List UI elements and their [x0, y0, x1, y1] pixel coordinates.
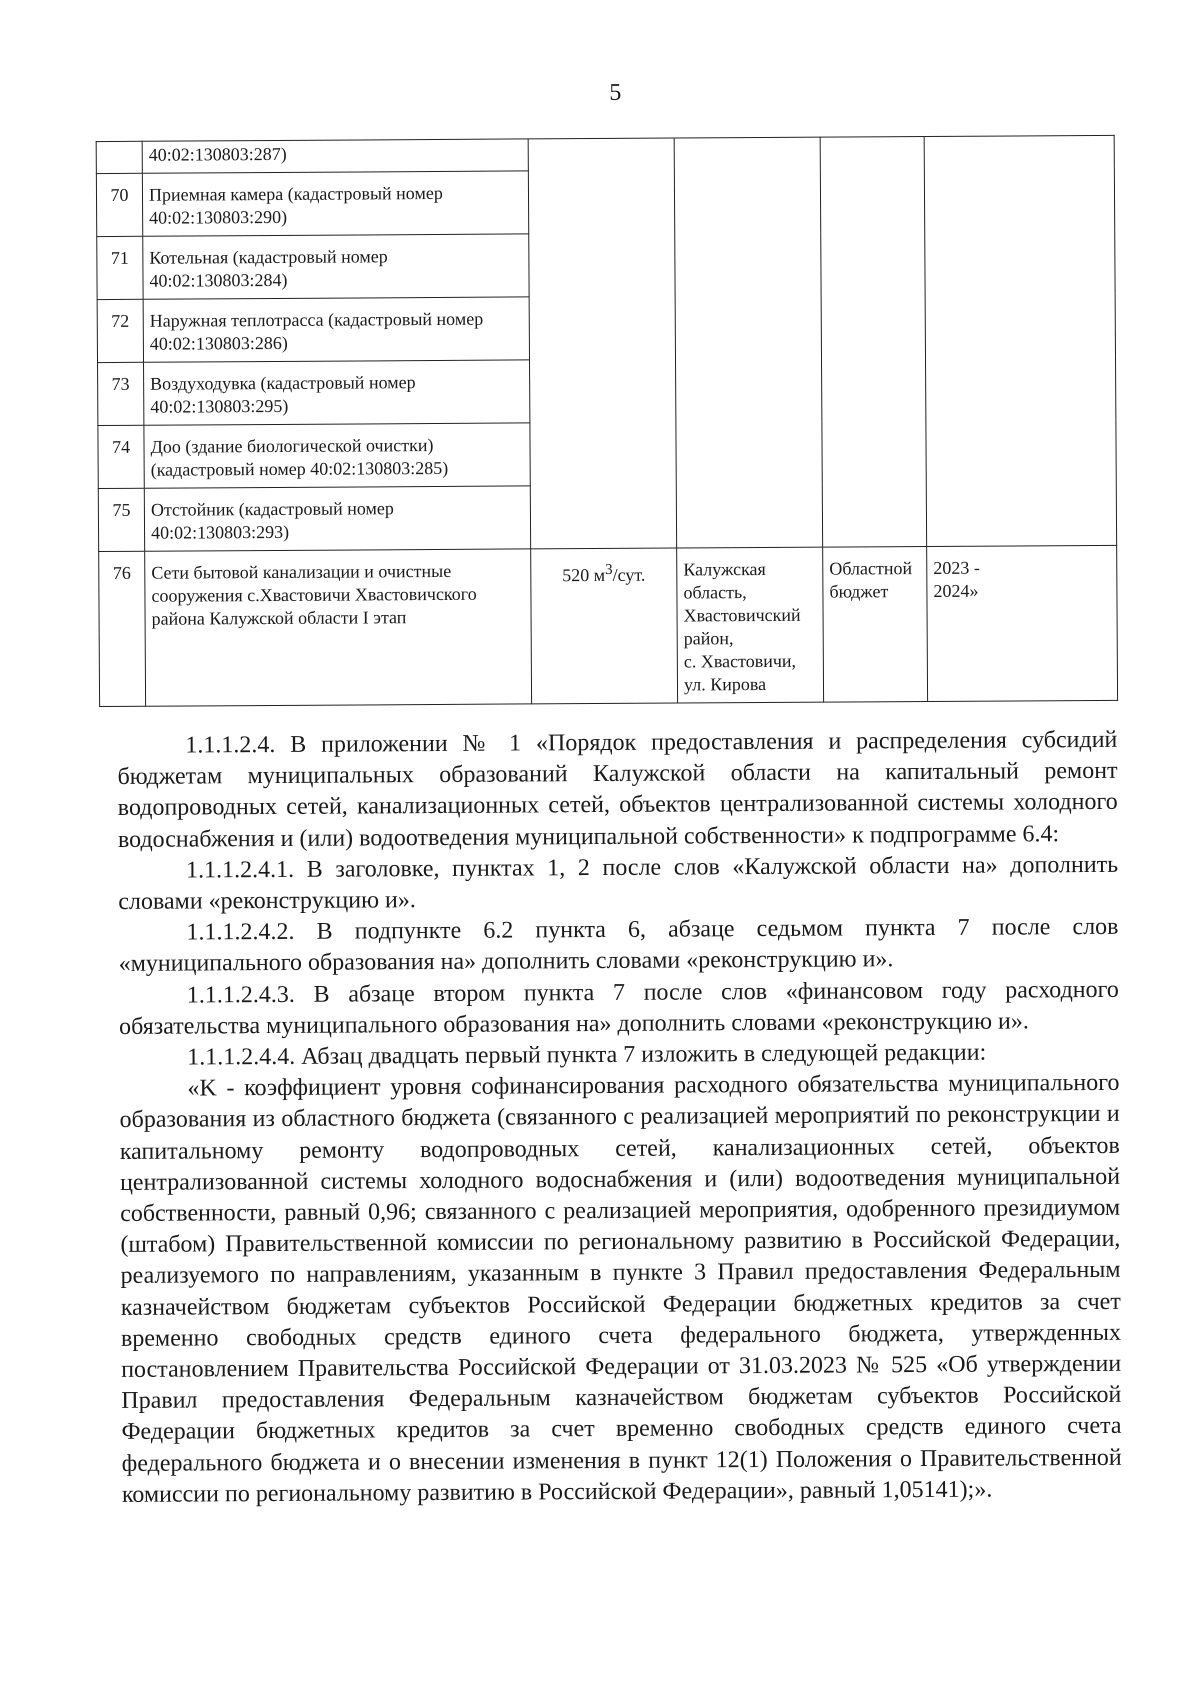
objects-table [96, 135, 1118, 707]
location-cell-empty [674, 137, 823, 548]
row-number: 72 [97, 299, 143, 362]
capacity-cell-empty [528, 138, 677, 549]
object-name: 40:02:130803:287) [142, 139, 528, 173]
row-number [96, 141, 142, 173]
table-row [96, 135, 1114, 173]
paragraph: 1.1.1.2.4.3. В абзаце втором пункта 7 после слов «финансовом году расходного обязательства муниципального образования на» дополнить словами «реконструкцию и». [118, 976, 1119, 1040]
row-number: 74 [98, 425, 144, 488]
object-name: Отстойник (кадастровый номер 40:02:130803:293) [144, 486, 530, 551]
location-cell: Калужская область, Хвастовичский район, с. Хвастовичи, ул. Кирова [677, 547, 824, 703]
row-number: 71 [97, 236, 143, 299]
object-name: Котельная (кадастровый номер 40:02:130803:284) [143, 234, 529, 299]
funding-source-cell: Областной бюджет [823, 546, 928, 702]
row-number: 70 [96, 173, 142, 236]
paragraph: 1.1.1.2.4. В приложении № 1 «Порядок предоставления и распределения субсидий бюджетам муниципальных образований Калужской области на капитальный ремонт водопроводных сетей, канализационных сетей, объектов централизованной системы холодного водоснабжения и (или) водоотведения муниципальной собственности» к подпрограмме 6.4: [117, 726, 1118, 853]
object-name: Доо (здание биологической очистки) (кадастровый номер 40:02:130803:285) [144, 423, 530, 488]
row-number: 76 [99, 551, 146, 706]
source-cell-empty [820, 137, 927, 548]
paragraph: 1.1.1.2.4.4. Абзац двадцать первый пункта 7 изложить в следующей редакции: [187, 1039, 987, 1071]
period-cell: 2023 - 2024» [927, 545, 1118, 701]
object-name: Наружная теплотрасса (кадастровый номер 40:02:130803:286) [143, 297, 529, 362]
period-cell-empty [924, 135, 1117, 546]
page-number: 5 [609, 79, 622, 106]
paragraph: 1.1.1.2.4.1. В заголовке, пунктах 1, 2 после слов «Калужской области на» дополнить словами «реконструкцию и». [118, 851, 1119, 915]
object-name: Воздуходувка (кадастровый номер 40:02:130803:295) [144, 360, 530, 425]
row-number: 73 [98, 362, 144, 425]
object-name: Сети бытовой канализации и очистные сооружения с.Хвастовичи Хвастовичского района Калужской области I этап [145, 549, 532, 706]
paragraph: 1.1.1.2.4.2. В подпункте 6.2 пункта 6, абзаце седьмом пункта 7 после слов «муниципального образования на» дополнить словами «реконструкцию и». [118, 914, 1119, 978]
object-name: Приемная камера (кадастровый номер 40:02:130803:290) [142, 171, 528, 236]
row-number: 75 [98, 488, 144, 551]
body-text [117, 725, 1122, 1511]
table-row [99, 545, 1118, 706]
capacity-cell: 520 $м^3$/сут. [531, 548, 678, 704]
paragraph: «K - коэффициент уровня софинансирования расходного обязательства муниципального образования из областного бюджета (связанного с реализацией мероприятий по реконструкции и капитальному ремонту водопроводных сетей, канализационных сетей, объектов централизованной системы холодного водоснабжения и (или) водоотведения муниципальной собственности, равный 0,96; связанного с реализацией мероприятия, одобренного президиумом (штабом) Правительственной комиссии по региональному развитию в Российской Федерации, реализуемого по направлениям, указанным в пункте 3 Правил предоставления Федеральным казначейством бюджетам субъектов Российской Федерации бюджетных кредитов за счет временно свободных средств единого счета федерального бюджета, утвержденных постановлением Правительства Российской Федерации от 31.03.2023 № 525 «Об утверждении Правил предоставления Федеральным казначейством бюджетам субъектов Российской Федерации бюджетных кредитов за счет временно свободных средств единого счета федерального бюджета и о внесении изменения в пункт 12(1) Положения о Правительственной комиссии по региональному развитию в Российской Федерации», равный 1,05141);». [119, 1070, 1122, 1508]
